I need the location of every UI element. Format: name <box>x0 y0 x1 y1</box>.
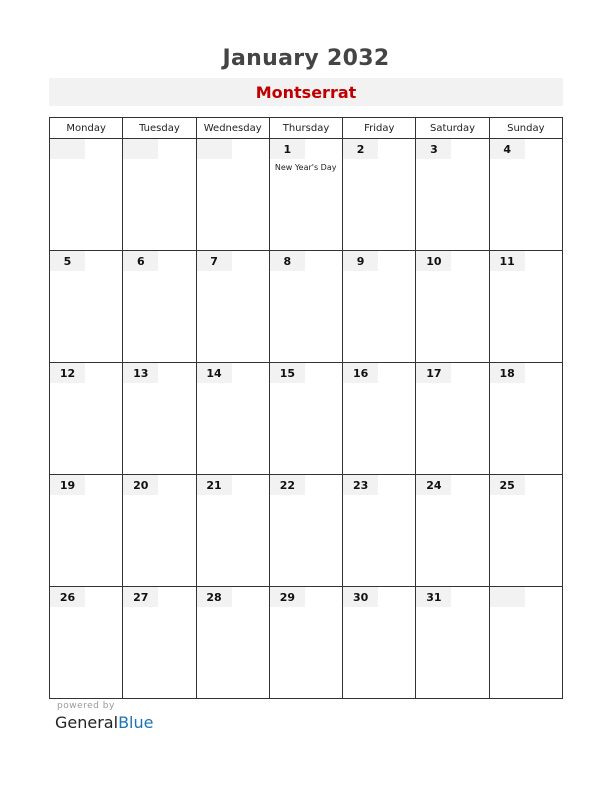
day-cell[interactable] <box>123 139 196 251</box>
week-row <box>50 587 563 699</box>
day-number: 20 <box>123 475 158 495</box>
day-cell[interactable] <box>269 251 342 363</box>
day-cell[interactable] <box>489 363 562 475</box>
day-cell[interactable] <box>343 475 416 587</box>
day-cell[interactable] <box>269 587 342 699</box>
day-number: 13 <box>123 363 158 383</box>
day-cell[interactable] <box>416 587 489 699</box>
day-cell[interactable] <box>196 139 269 251</box>
day-number: 18 <box>490 363 525 383</box>
day-number: 3 <box>416 139 451 159</box>
day-cell[interactable] <box>269 475 342 587</box>
day-number: 14 <box>197 363 232 383</box>
day-number <box>50 139 85 159</box>
day-number: 6 <box>123 251 158 271</box>
day-number: 19 <box>50 475 85 495</box>
day-number: 17 <box>416 363 451 383</box>
day-cell[interactable] <box>343 251 416 363</box>
day-number: 24 <box>416 475 451 495</box>
day-number: 10 <box>416 251 451 271</box>
day-number: 30 <box>343 587 378 607</box>
day-cell[interactable] <box>416 139 489 251</box>
day-cell[interactable] <box>50 475 123 587</box>
generalblue-logo[interactable] <box>55 713 153 732</box>
day-cell[interactable] <box>269 363 342 475</box>
day-number: 28 <box>197 587 232 607</box>
week-row <box>50 363 563 475</box>
day-number: 21 <box>197 475 232 495</box>
day-cell[interactable] <box>416 251 489 363</box>
day-cell[interactable] <box>123 587 196 699</box>
day-cell[interactable] <box>343 363 416 475</box>
day-cell[interactable] <box>50 363 123 475</box>
page-title: January 2032 <box>222 46 390 71</box>
day-number: 29 <box>270 587 305 607</box>
week-row <box>50 475 563 587</box>
day-cell[interactable] <box>50 251 123 363</box>
calendar-grid <box>49 117 563 699</box>
day-cell[interactable] <box>50 139 123 251</box>
week-row <box>50 139 563 251</box>
day-number: 1 <box>270 139 305 159</box>
powered-by-label: powered by <box>57 701 115 711</box>
week-row <box>50 251 563 363</box>
day-number: 9 <box>343 251 378 271</box>
day-cell[interactable] <box>196 251 269 363</box>
weekday-header: Thursday <box>269 118 342 139</box>
day-cell[interactable] <box>123 251 196 363</box>
weekday-header: Tuesday <box>123 118 196 139</box>
day-cell[interactable] <box>416 363 489 475</box>
day-cell[interactable] <box>269 139 342 251</box>
weekday-header: Saturday <box>416 118 489 139</box>
day-cell[interactable] <box>123 475 196 587</box>
day-cell[interactable] <box>50 587 123 699</box>
day-cell[interactable] <box>196 363 269 475</box>
day-number: 26 <box>50 587 85 607</box>
day-number: 5 <box>50 251 85 271</box>
day-number <box>123 139 158 159</box>
day-number: 4 <box>490 139 525 159</box>
day-cell[interactable] <box>343 139 416 251</box>
holiday-label: New Year's Day <box>274 163 337 172</box>
weekday-header: Wednesday <box>196 118 269 139</box>
day-cell[interactable] <box>489 139 562 251</box>
day-cell[interactable] <box>489 251 562 363</box>
day-cell[interactable] <box>489 475 562 587</box>
day-number: 27 <box>123 587 158 607</box>
day-cell[interactable] <box>196 475 269 587</box>
day-number: 16 <box>343 363 378 383</box>
day-cell[interactable] <box>123 363 196 475</box>
day-number: 22 <box>270 475 305 495</box>
day-cell[interactable] <box>196 587 269 699</box>
day-number: 8 <box>270 251 305 271</box>
weekday-header-row <box>50 118 563 139</box>
day-number: 25 <box>490 475 525 495</box>
country-name: Montserrat <box>255 83 357 102</box>
day-number: 12 <box>50 363 85 383</box>
weekday-header: Sunday <box>489 118 562 139</box>
day-number: 23 <box>343 475 378 495</box>
weekday-header: Friday <box>343 118 416 139</box>
day-cell[interactable] <box>343 587 416 699</box>
day-cell[interactable] <box>416 475 489 587</box>
day-number: 2 <box>343 139 378 159</box>
day-number <box>197 139 232 159</box>
day-number: 11 <box>490 251 525 271</box>
brand-general: General <box>55 713 119 732</box>
day-number <box>490 587 525 607</box>
day-number: 15 <box>270 363 305 383</box>
day-cell[interactable] <box>489 587 562 699</box>
day-number: 7 <box>197 251 232 271</box>
weekday-header: Monday <box>50 118 123 139</box>
brand-blue: Blue <box>118 713 154 732</box>
day-number: 31 <box>416 587 451 607</box>
